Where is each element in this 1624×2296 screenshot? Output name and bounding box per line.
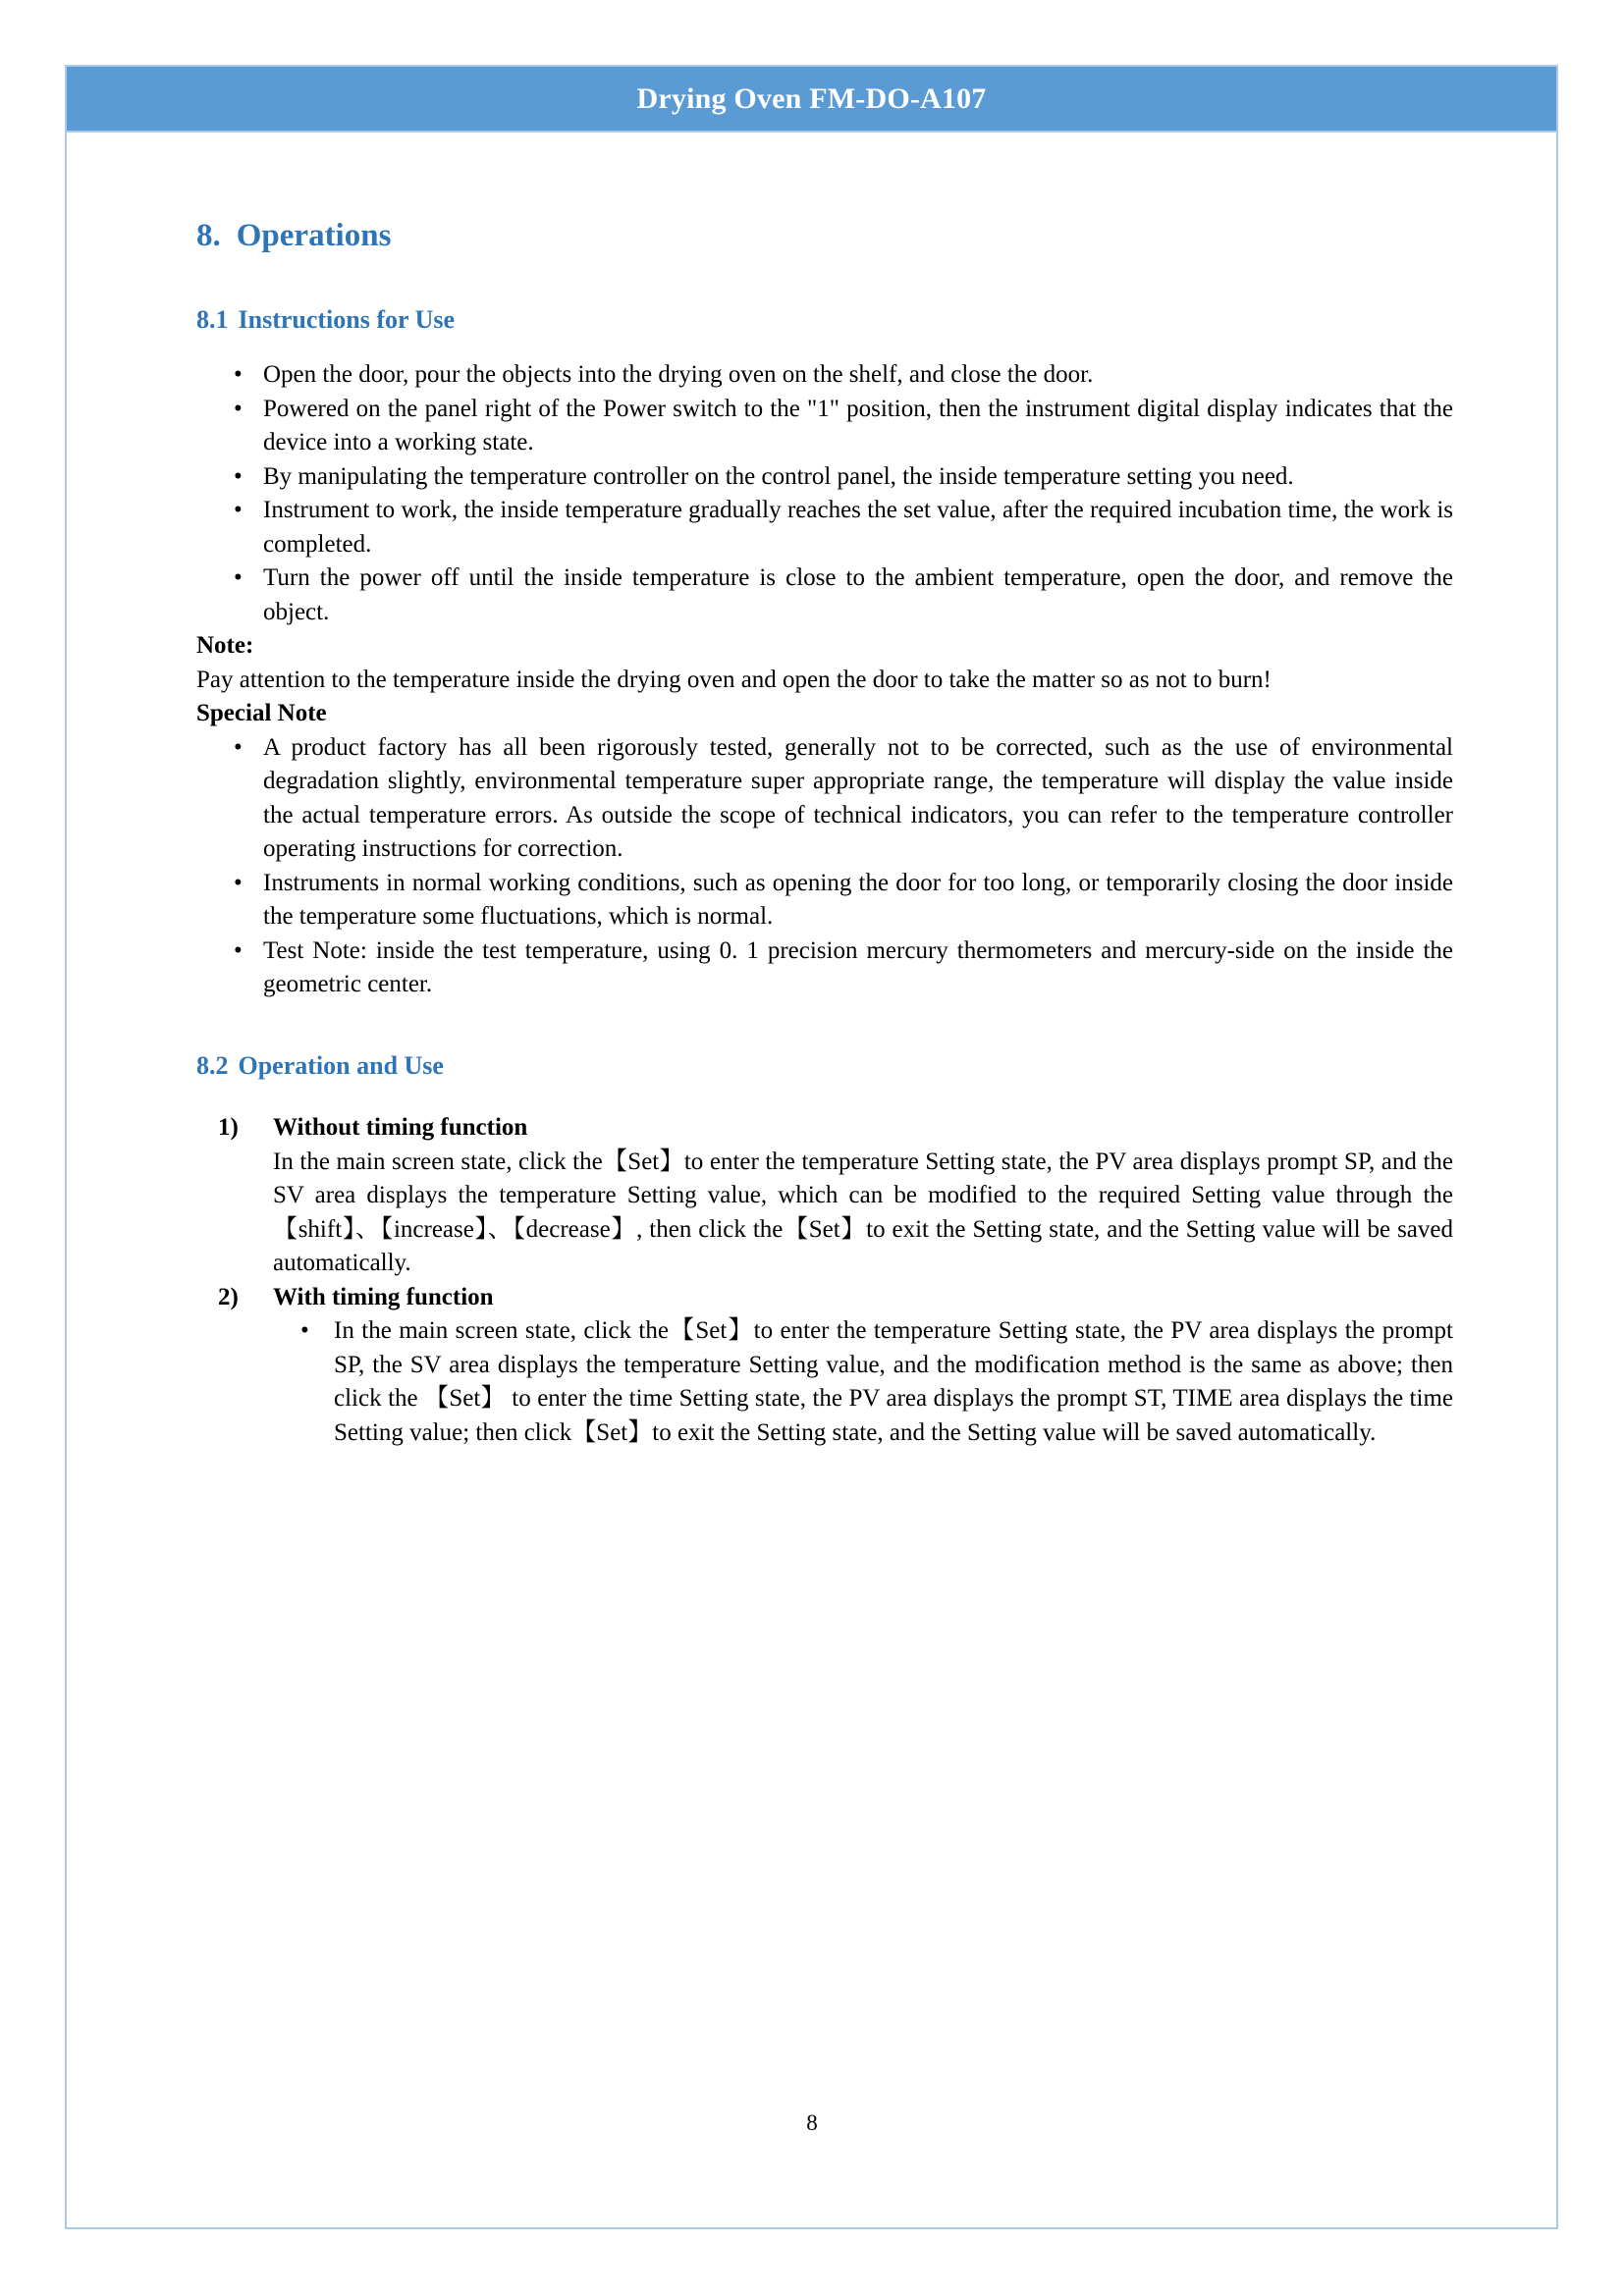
- special-note-label: Special Note: [196, 700, 327, 727]
- subsection-heading-8-2: [196, 1049, 1453, 1083]
- list-item: • Test Note: inside the test temperature, using 0. 1 precision mercury thermometers and mercury-side on the inside the geometric center.: [196, 934, 1453, 1002]
- subsection-number-8-2: 8.2: [196, 1050, 229, 1080]
- subsection-number-8-1: 8.1: [196, 305, 229, 335]
- list-item: • Open the door, pour the objects into the drying oven on the shelf, and close the door.: [196, 358, 1453, 393]
- list-item: [196, 1281, 1453, 1451]
- subsection-heading-8-1: [196, 303, 1453, 337]
- list-item-marker: 1): [218, 1114, 239, 1142]
- note-text: Pay attention to the temperature inside the drying oven and open the door to take the matter so as not to burn!: [196, 666, 1272, 693]
- list-item-title: With timing function: [273, 1283, 494, 1310]
- list-item: • Turn the power off until the inside temperature is close to the ambient temperature, open the door, and remove the object.: [196, 561, 1453, 629]
- operation-numbered-list: [196, 1111, 1453, 1450]
- list-item: • Powered on the panel right of the Power switch to the "1" position, then the instrument digital display indicates that the device into a working state.: [196, 393, 1453, 460]
- list-item-marker: 2): [218, 1283, 239, 1310]
- list-item: • Instruments in normal working conditions, such as opening the door for too long, or temporarily closing the door inside the temperature some fluctuations, which is normal.: [196, 867, 1453, 934]
- subsection-title-8-2: Operation and Use: [238, 1050, 444, 1080]
- special-note-bullet-list: [196, 731, 1453, 1002]
- section-number: 8.: [196, 218, 221, 253]
- page-content: [196, 216, 1453, 1450]
- subsection-title-8-1: Instructions for Use: [238, 305, 456, 335]
- page-number: 8: [806, 2110, 818, 2135]
- list-item: • By manipulating the temperature controller on the control panel, the inside temperature setting you need.: [196, 460, 1453, 495]
- page-header-band: [65, 65, 1558, 133]
- list-item: • In the main screen state, click the【Set】to enter the temperature Setting state, the PV area displays the prompt SP, the SV area displays the temperature Setting value, and the modification method is the same as above; then click the 【Set】 to enter the time Setting state, the PV area displays the prompt ST, TIME area displays the time Setting value; then click【Set】to exit the Setting state, and the Setting value will be saved automatically.: [273, 1314, 1453, 1450]
- list-item: • A product factory has all been rigorously tested, generally not to be corrected, such as the use of environmental degradation slightly, environmental temperature super appropriate range, the temperature will display the value inside the actual temperature errors. As outside the scope of technical indicators, you can refer to the temperature controller operating instructions for correction.: [196, 731, 1453, 867]
- document-title: Drying Oven FM-DO-A107: [636, 81, 987, 115]
- list-item: • Instrument to work, the inside temperature gradually reaches the set value, after the required incubation time, the work is completed.: [196, 494, 1453, 561]
- instructions-bullet-list: [196, 358, 1453, 629]
- section-heading: [196, 216, 1453, 256]
- list-item: [196, 1111, 1453, 1281]
- timing-sub-bullet-list: [273, 1314, 1453, 1450]
- note-label: Note:: [196, 632, 254, 660]
- list-item-title: Without timing function: [273, 1114, 528, 1142]
- section-title: Operations: [236, 218, 392, 253]
- list-item-body: In the main screen state, click the【Set】to enter the temperature Setting state, the PV area displays prompt SP, and the SV area displays the temperature Setting value, which can be modified to the required Setting value through the 【shift】、【increase】、【decrease】, then click the【Set】to exit the Setting state, and the Setting value will be saved automatically.: [273, 1148, 1453, 1277]
